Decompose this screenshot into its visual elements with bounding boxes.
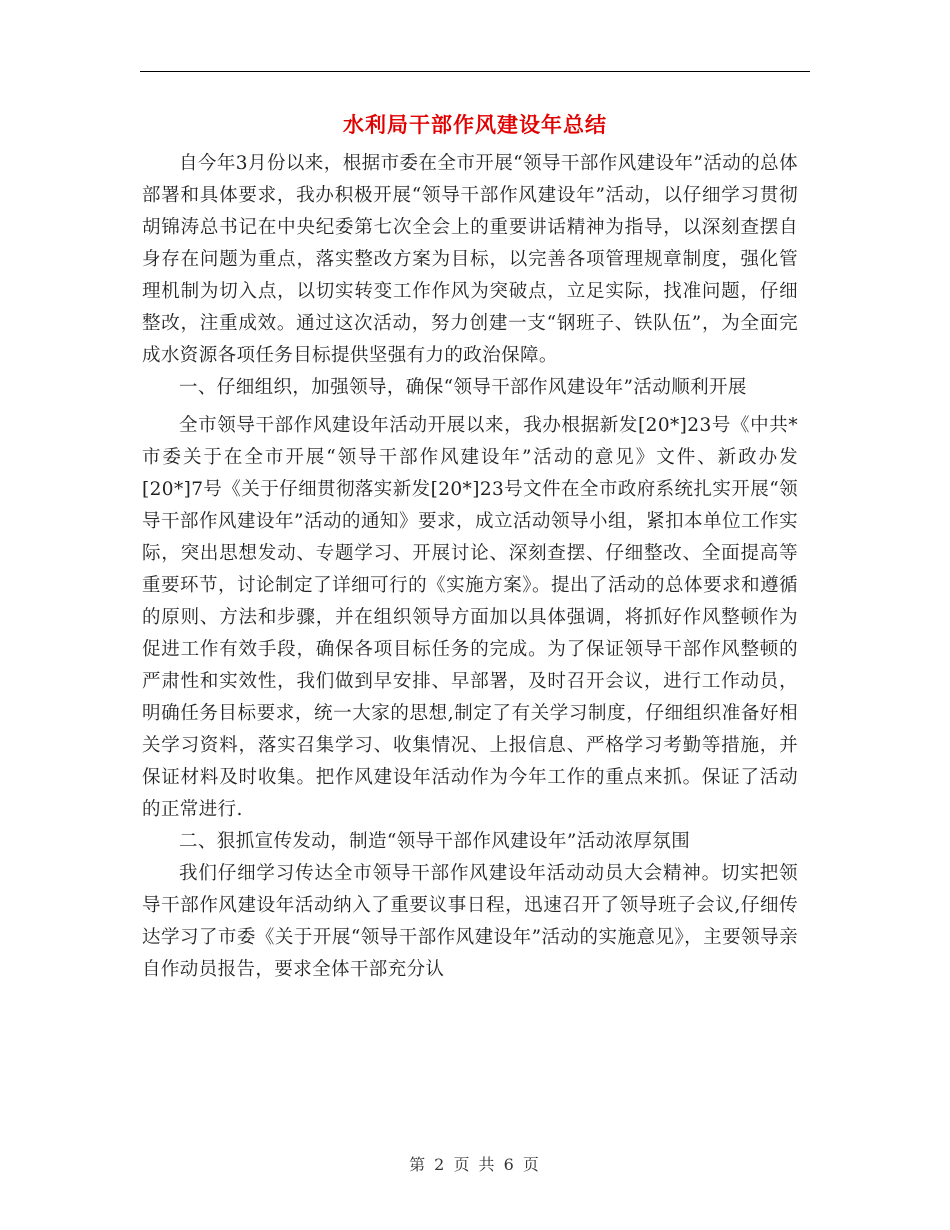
section-heading-2: 二、狠抓宣传发动，制造“领导干部作风建设年”活动浓厚氛围 [179,831,691,852]
paragraph-intro: 自今年3月份以来，根据市委在全市开展“领导干部作风建设年”活动的总体部署和具体要求，我办积极开展“领导干部作风建设年”活动，以仔细学习贯彻胡锦涛总书记在中央纪委第七次全会上的重要讲话精神为指导，以深刻查摆自身存在问题为重点，落实整改方案为目标，以完善各项管理规章制度，强化管理机制为切入点，以切实转变工作作风为突破点，立足实际，找准问题，仔细整改，注重成效。通过这次活动，努力创建一支“钢班子、铁队伍”，为全面完成水资源各项任务目标提供坚强有力的政治保障。 [142,153,798,366]
document-title: 水利局干部作风建设年总结 [343,112,607,137]
header-rule [140,71,810,72]
paragraph-section-2: 我们仔细学习传达全市领导干部作风建设年活动动员大会精神。切实把领导干部作风建设年活动纳入了重要议事日程，迅速召开了领导班子会议,仔细传达学习了市委《关于开展“领导干部作风建设年”活动的实施意见》，主要领导亲自作动员报告，要求全体干部充分认 [142,863,798,980]
section-heading-1: 一、仔细组织，加强领导，确保“领导干部作风建设年”活动顺利开展 [179,377,747,398]
page-number-footer: 第 2 页 共 6 页 [409,1155,541,1174]
paragraph-section-1: 全市领导干部作风建设年活动开展以来，我办根据新发[20*]23号《中共*市委关于在全市开展“领导干部作风建设年”活动的意见》文件、新政办发[20*]7号《关于仔细贯彻落实新发[20*]23号文件在全市政府系统扎实开展“领导干部作风建设年”活动的通知》要求，成立活动领导小组，紧扣本单位工作实际，突出思想发动、专题学习、开展讨论、深刻查摆、仔细整改、全面提高等重要环节，讨论制定了详细可行的《实施方案》。提出了活动的总体要求和遵循的原则、方法和步骤，并在组织领导方面加以具体强调，将抓好作风整顿作为促进工作有效手段，确保各项目标任务的完成。为了保证领导干部作风整顿的严肃性和实效性，我们做到早安排、早部署，及时召开会议，进行工作动员，明确任务目标要求，统一大家的思想,制定了有关学习制度，仔细组织准备好相关学习资料，落实召集学习、收集情况、上报信息、严格学习考勤等措施，并保证材料及时收集。把作风建设年活动作为今年工作的重点来抓。保证了活动的正常进行. [142,415,798,820]
document-body [142,148,798,986]
